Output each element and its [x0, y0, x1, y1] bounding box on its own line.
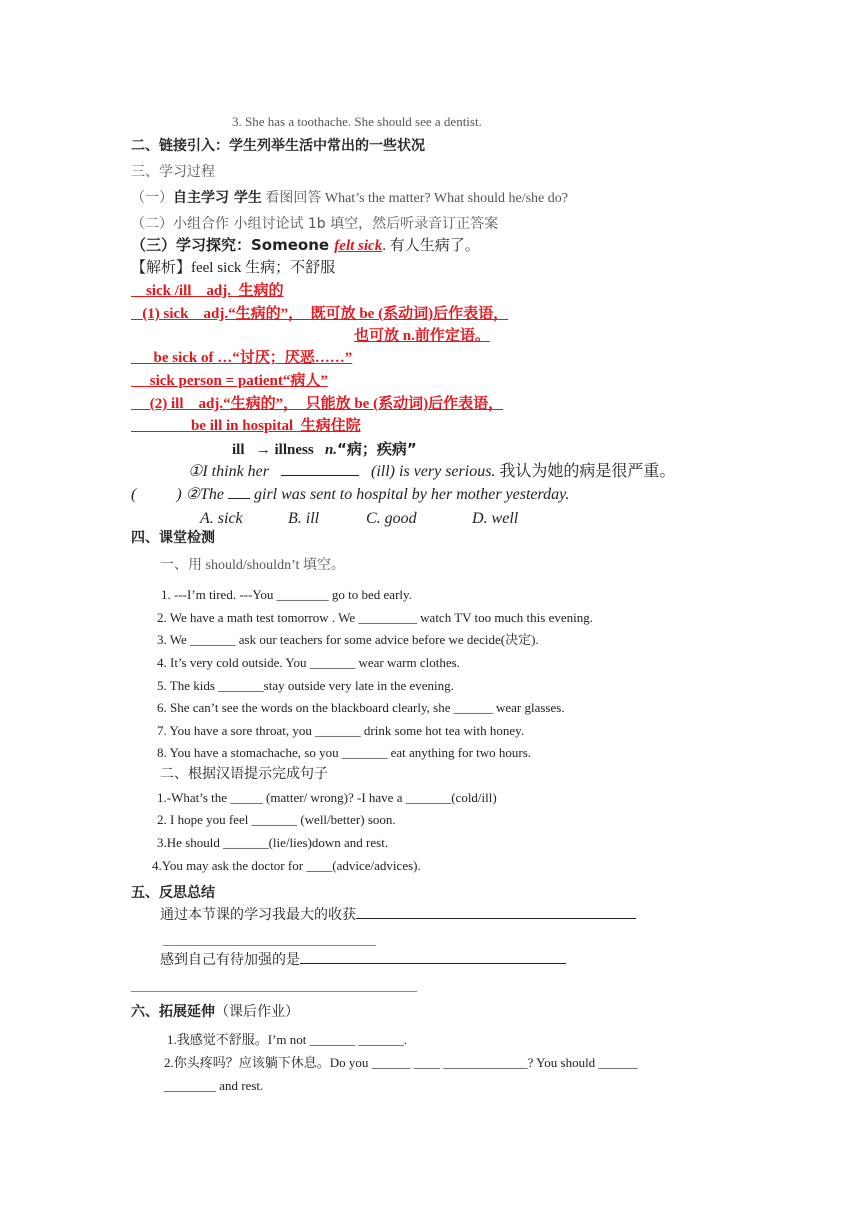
section-3-heading: 三、学习过程	[131, 164, 215, 180]
analysis-line: 【解析】feel sick 生病；不舒服	[131, 260, 336, 276]
reflect-1-continuation-line	[163, 945, 376, 946]
section-2-heading: 二、链接引入：学生列举生活中常出的一些状况	[131, 138, 425, 154]
reflect-1-blank[interactable]	[356, 917, 636, 919]
red-note-5: sick person = patient“病人”	[131, 373, 328, 389]
example-1-num: ①	[188, 463, 203, 480]
part-2-item: 3.He should _______(lie/lies)down and rest.	[157, 835, 389, 850]
option-b: B. ill	[288, 510, 320, 527]
part-2-item: 2. I hope you feel _______ (well/better) soon.	[157, 812, 396, 827]
example-1	[188, 462, 675, 481]
ill-word: ill	[232, 442, 245, 458]
example-2-num: ②	[185, 486, 200, 503]
example-1-a: I think her	[202, 463, 269, 480]
ill-line	[232, 440, 417, 459]
step-3	[131, 236, 480, 255]
part-1-item: 3. We _______ ask our teachers for some advice before we decide(决定).	[157, 632, 539, 647]
example-1-b: (ill) is very serious.	[371, 463, 496, 480]
homework-item: 1.我感觉不舒服。I’m not _______ _______.	[167, 1032, 408, 1047]
step-1	[131, 190, 568, 208]
homework-item: ________ and rest.	[164, 1078, 264, 1093]
ill-arrow: → illness	[255, 442, 314, 458]
red-note-6: (2) ill adj.“生病的”， 只能放 be (系动词)后作表语，	[131, 396, 504, 412]
reflect-line-1	[160, 908, 636, 925]
step-3-red: felt sick	[334, 238, 383, 254]
ill-pos: n.	[324, 442, 338, 458]
red-note-7: be ill in hospital 生病住院	[131, 418, 361, 434]
option-a: A. sick	[200, 510, 243, 527]
section-6-heading	[131, 1004, 299, 1022]
option-d: D. well	[472, 510, 519, 527]
ill-meaning: “病；疾病”	[337, 440, 417, 458]
section-6-bold: 六、拓展延伸	[131, 1004, 215, 1020]
part-1-item: 4. It’s very cold outside. You _______ wear warm clothes.	[157, 655, 460, 670]
example-2-b: girl was sent to hospital by her mother yesterday.	[254, 486, 570, 503]
homework-item: 2.你头疼吗？应该躺下休息。Do you ______ ____ _____________? You should ______	[164, 1055, 638, 1070]
example-2	[131, 485, 569, 504]
example-2-blank[interactable]	[228, 497, 250, 499]
example-1-blank[interactable]	[281, 474, 359, 476]
part-1-item: 5. The kids _______stay outside very late in the evening.	[157, 678, 454, 693]
part-1-item: 1. ---I’m tired. ---You ________ go to bed early.	[161, 587, 412, 602]
reflect-2-blank[interactable]	[300, 962, 566, 964]
example-2-a: The	[200, 486, 224, 503]
step-3-suffix: . 有人生病了。	[382, 238, 480, 254]
part-1-item: 6. She can’t see the words on the blackboard clearly, she ______ wear glasses.	[157, 700, 565, 715]
step-1-bold: 自主学习 学生	[173, 190, 262, 206]
red-note-2: (1) sick adj.“生病的”， 既可放 be (系动词)后作表语，	[131, 306, 509, 322]
part-2-title: 二、根据汉语提示完成句子	[160, 767, 328, 782]
section-5-heading: 五、反思总结	[131, 885, 215, 901]
section-6-normal: （课后作业）	[215, 1004, 299, 1020]
part-1-item: 7. You have a sore throat, you _______ drink some hot tea with honey.	[157, 723, 525, 738]
reflect-line-2	[160, 953, 566, 970]
option-c: C. good	[366, 510, 417, 527]
reflect-2-label: 感到自己有待加强的是	[160, 953, 300, 968]
step-3-prefix: （三）学习探究：Someone	[131, 236, 335, 254]
red-note-1: sick /ill adj. 生病的	[131, 283, 284, 299]
top-sentence: 3. She has a toothache. She should see a dentist.	[232, 114, 482, 129]
step-1-prefix: （一）	[131, 190, 173, 206]
part-1-item: 8. You have a stomachache, so you _______ eat anything for two hours.	[157, 745, 532, 760]
section-4-heading: 四、课堂检测	[131, 530, 215, 546]
step-1-text: 看图回答 What’s the matter? What should he/she do?	[265, 191, 568, 206]
part-2-item: 4.You may ask the doctor for ____(advice/advices).	[152, 858, 421, 873]
reflect-1-label: 通过本节课的学习我最大的收获	[160, 908, 356, 923]
red-note-3: 也可放 n.前作定语。	[354, 328, 490, 344]
example-2-paren: ( )	[131, 486, 182, 503]
step-2: （二）小组合作 小组讨论试 1b 填空，然后听录音订正答案	[131, 216, 499, 232]
part-1-title: 一、用 should/shouldn’t 填空。	[160, 558, 345, 573]
example-1-cn: 我认为她的病是很严重。	[499, 463, 676, 480]
part-2-item: 1.-What’s the _____ (matter/ wrong)? -I have a _______(cold/ill)	[157, 790, 497, 805]
part-1-item: 2. We have a math test tomorrow . We _________ watch TV too much this evening.	[157, 610, 593, 625]
reflect-2-continuation-line	[131, 991, 417, 992]
red-note-4: be sick of …“讨厌；厌恶……”	[131, 350, 353, 366]
